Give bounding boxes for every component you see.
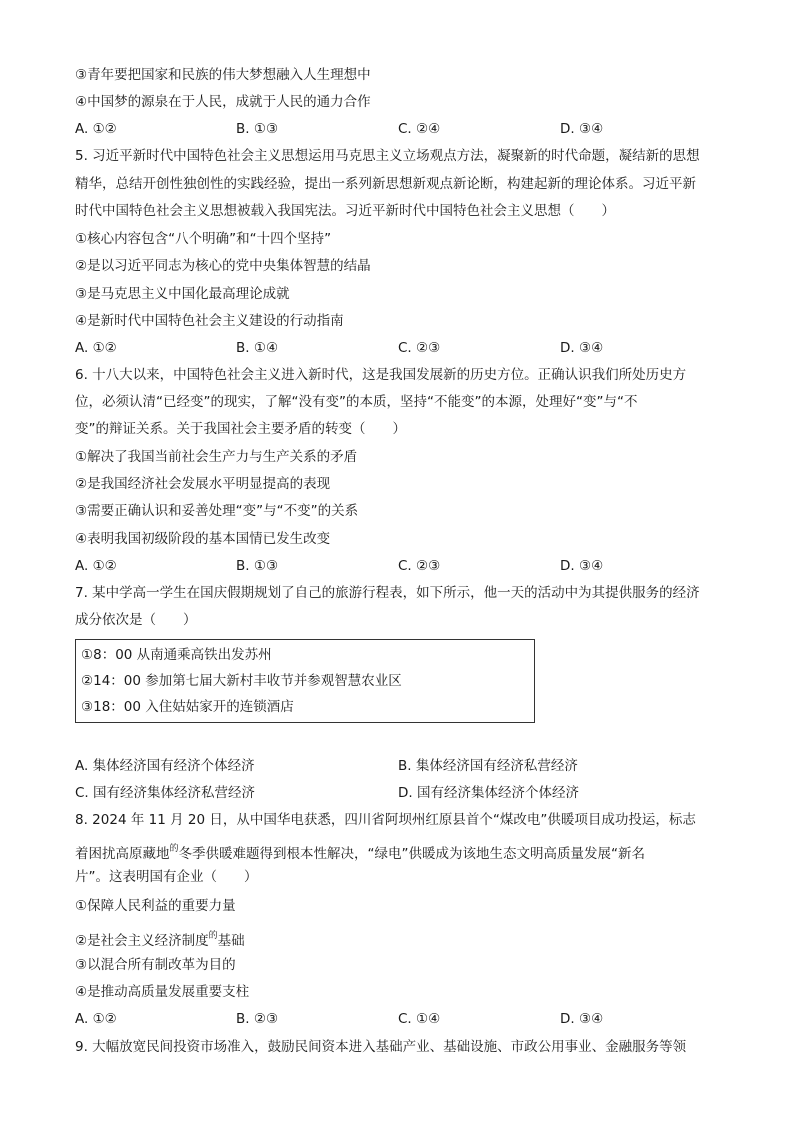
q7-stem-line-2: 成分依次是（ ） [75, 612, 197, 628]
q8-stem-line-2-b: 冬季供暖难题得到根本性解决，“绿电”供暖成为该地生态文明高质量发展“新名 [178, 846, 645, 862]
q6-stem-line-3: 变”的辩证关系。关于我国社会主要矛盾的转变（ ） [75, 421, 406, 437]
q5-stem-line-3: 时代中国特色社会主义思想被载入我国宪法。习近平新时代中国特色社会主义思想（ ） [75, 203, 615, 219]
q5-option-a[interactable]: A. ①② [75, 340, 117, 356]
q5-option-c[interactable]: C. ②③ [398, 340, 441, 356]
q8-option-b[interactable]: B. ②③ [236, 1011, 279, 1027]
q8-option-a[interactable]: A. ①② [75, 1011, 117, 1027]
q6-item-4: ④表明我国初级阶段的基本国情已发生改变 [75, 531, 331, 547]
q7-option-a[interactable]: A. 集体经济国有经济个体经济 [75, 758, 255, 774]
q6-option-a[interactable]: A. ①② [75, 558, 117, 574]
q7-options-row-1 [75, 756, 725, 776]
q6-stem-line-2: 位，必须认清“已经变”的现实，了解“没有变”的本质，坚持“不能变”的本源，处理好“变”与“不 [75, 394, 638, 410]
q7-itinerary-line-2: ②14：00 参加第七届大新村丰收节并参观智慧农业区 [81, 673, 402, 689]
q8-item-2 [75, 926, 725, 951]
q6-options [75, 556, 725, 576]
q8-item-4: ④是推动高质量发展重要支柱 [75, 984, 250, 1000]
q7-option-d[interactable]: D. 国有经济集体经济个体经济 [398, 785, 579, 801]
q8-stem-line-2-sup: 的 [169, 844, 179, 854]
q7-option-c[interactable]: C. 国有经济集体经济私营经济 [75, 785, 256, 801]
q6-stem-line-1: 6. 十八大以来，中国特色社会主义进入新时代，这是我国发展新的历史方位。正确认识我们所处历史方 [75, 367, 687, 383]
q8-stem-line-2-a: 着困扰高原藏地 [75, 846, 170, 862]
q5-option-b[interactable]: B. ①④ [236, 340, 279, 356]
q6-option-d[interactable]: D. ③④ [560, 558, 604, 574]
q8-item-2-b: 基础 [217, 933, 245, 949]
q8-options [75, 1009, 725, 1029]
q4-options [75, 119, 725, 139]
q6-option-c[interactable]: C. ②③ [398, 558, 441, 574]
q7-itinerary-line-1: ①8：00 从南通乘高铁出发苏州 [81, 647, 272, 663]
q5-stem-line-2: 精华，总结开创性独创性的实践经验，提出一系列新思想新观点新论断，构建起新的理论体系。习近平新 [75, 176, 696, 192]
q4-item-3: ③青年要把国家和民族的伟大梦想融入人生理想中 [75, 67, 371, 83]
q7-options-row-2 [75, 783, 725, 803]
q5-item-2: ②是以习近平同志为核心的党中央集体智慧的结晶 [75, 258, 371, 274]
q7-itinerary-box [75, 639, 535, 723]
q8-option-c[interactable]: C. ①④ [398, 1011, 441, 1027]
q7-option-b[interactable]: B. 集体经济国有经济私营经济 [398, 758, 578, 774]
q8-stem-line-2 [75, 839, 725, 864]
q8-item-2-a: ②是社会主义经济制度 [75, 933, 209, 949]
q9-stem-line-1: 9. 大幅放宽民间投资市场准入，鼓励民间资本进入基础产业、基础设施、市政公用事业、金融服务等领 [75, 1039, 687, 1055]
q8-item-2-sup: 的 [208, 931, 218, 941]
q6-item-2: ②是我国经济社会发展水平明显提高的表现 [75, 476, 331, 492]
q8-option-d[interactable]: D. ③④ [560, 1011, 604, 1027]
q8-item-1: ①保障人民利益的重要力量 [75, 898, 236, 914]
q5-item-4: ④是新时代中国特色社会主义建设的行动指南 [75, 313, 344, 329]
q5-options [75, 338, 725, 358]
q5-stem-line-1: 5. 习近平新时代中国特色社会主义思想运用马克思主义立场观点方法，凝聚新的时代命题，凝结新的思想 [75, 148, 700, 164]
q5-item-3: ③是马克思主义中国化最高理论成就 [75, 286, 290, 302]
q4-option-a[interactable]: A. ①② [75, 121, 117, 137]
q4-option-b[interactable]: B. ①③ [236, 121, 279, 137]
q8-item-3: ③以混合所有制改革为目的 [75, 957, 236, 973]
q6-option-b[interactable]: B. ①③ [236, 558, 279, 574]
q8-stem-line-1: 8. 2024 年 11 月 20 日，从中国华电获悉，四川省阿坝州红原县首个“煤改电”供暖项目成功投运，标志 [75, 812, 696, 828]
q7-itinerary-line-3: ③18：00 入住姑姑家开的连锁酒店 [81, 699, 294, 715]
q5-option-d[interactable]: D. ③④ [560, 340, 604, 356]
q6-item-1: ①解决了我国当前社会生产力与生产关系的矛盾 [75, 449, 358, 465]
q7-stem-line-1: 7. 某中学高一学生在国庆假期规划了自己的旅游行程表，如下所示，他一天的活动中为其提供服务的经济 [75, 585, 700, 601]
q8-stem-line-3: 片”。这表明国有企业（ ） [75, 869, 258, 885]
q4-item-4: ④中国梦的源泉在于人民，成就于人民的通力合作 [75, 94, 371, 110]
q5-item-1: ①核心内容包含“八个明确”和“十四个坚持” [75, 231, 332, 247]
q4-option-d[interactable]: D. ③④ [560, 121, 604, 137]
q6-item-3: ③需要正确认识和妥善处理“变”与“不变”的关系 [75, 503, 359, 519]
q4-option-c[interactable]: C. ②④ [398, 121, 441, 137]
